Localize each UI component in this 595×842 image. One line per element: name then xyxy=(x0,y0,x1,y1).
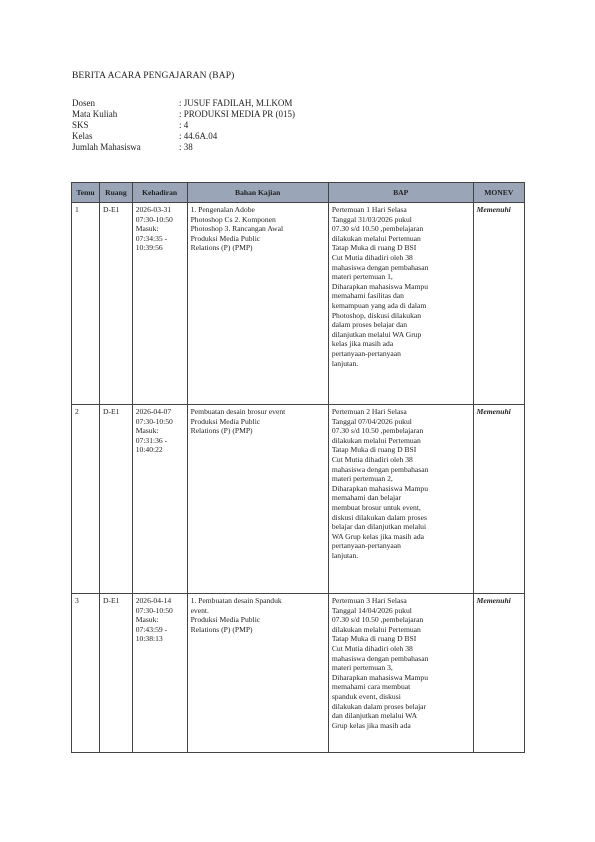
cell-bap: Pertemuan 2 Hari Selasa Tanggal 07/04/2026 pukul 07.30 s/d 10.50 ,pembelajaran dilakukan melalui Pertemuan Tatap Muka di ruang D BSI Cut Mutia dihadiri oleh 38 mahasiswa dengan pembahasan materi pertemuan 2, Diharapkan mahasiswa Mampu memahami dan belajar membuat brosur untuk event, diskusi dilakukan dalam proses belajar dan dilanjutkan melalui WA Grup kelas jika masih ada pertanyaan-pertanyaan lanjutan. xyxy=(328,405,473,594)
info-value: : 4 xyxy=(179,120,189,130)
cell-bap: Pertemuan 3 Hari Selasa Tanggal 14/04/2026 pukul 07.30 s/d 10.50 ,pembelajaran dilakukan melalui Pertemuan Tatap Muka di ruang D BSI Cut Mutia dihadiri oleh 38 mahasiswa dengan pembahasan materi pertemuan 3, Diharapkan mahasiswa Mampu memahami cara membuat spanduk event, diskusi dilakukan dalam proses belajar dan dilanjutkan melalui WA Grup kelas jika masih ada xyxy=(328,594,473,753)
cell-bahan-kajian: 1. Pembuatan desain Spanduk event. Produksi Media Public Relations (P) (PMP) xyxy=(187,594,328,753)
cell-kehadiran: 2026-04-14 07:30-10:50 Masuk: 07:43:59 - 10:38:13 xyxy=(132,594,187,753)
info-value: : 44.6A.04 xyxy=(179,131,218,141)
cell-bahan-kajian: Pembuatan desain brosur event Produksi Media Public Relations (P) (PMP) xyxy=(187,405,328,594)
info-label: Dosen xyxy=(72,98,95,108)
cell-monev: Memenuhi xyxy=(473,405,524,594)
bap-table xyxy=(71,182,525,753)
info-label: Jumlah Mahasiswa xyxy=(72,142,141,152)
info-row-jumlah-mahasiswa xyxy=(72,142,295,153)
table-row xyxy=(72,203,525,405)
cell-temu: 2 xyxy=(72,405,100,594)
cell-kehadiran: 2026-04-07 07:30-10:50 Masuk: 07:31:36 - 10:40:22 xyxy=(132,405,187,594)
table-header-row xyxy=(72,183,525,203)
cell-bahan-kajian: 1. Pengenalan Adobe Photoshop Cs 2. Komponen Photoshop 3. Rancangan Awal Produksi Media Public Relations (P) (PMP) xyxy=(187,203,328,405)
table-row xyxy=(72,594,525,753)
header-bap: BAP xyxy=(328,183,473,203)
info-value: : 38 xyxy=(179,142,193,152)
cell-ruang: D-E1 xyxy=(100,594,133,753)
info-value: : JUSUF FADILAH, M.I.KOM xyxy=(179,98,293,108)
table-row xyxy=(72,405,525,594)
cell-ruang: D-E1 xyxy=(100,405,133,594)
header-bahan-kajian: Bahan Kajian xyxy=(187,183,328,203)
cell-bap: Pertemuan 1 Hari Selasa Tanggal 31/03/2026 pukul 07.30 s/d 10.50 ,pembelajaran dilakukan melalui Pertemuan Tatap Muka di ruang D BSI Cut Mutia dihadiri oleh 38 mahasiswa dengan pembahasan materi pertemuan 1, Diharapkan mahasiswa Mampu memahami fasilitas dan kemampuan yang ada di dalam Photoshop, diskusi dilakukan dalam proses belajar dan dilanjutkan melalui WA Grup kelas jika masih ada pertanyaan-pertanyaan lanjutan. xyxy=(328,203,473,405)
info-row-dosen xyxy=(72,98,295,109)
info-label: Mata Kuliah xyxy=(72,109,118,119)
header-ruang: Ruang xyxy=(100,183,133,203)
info-row-kelas xyxy=(72,131,295,142)
cell-monev: Memenuhi xyxy=(473,203,524,405)
info-row-sks xyxy=(72,120,295,131)
cell-ruang: D-E1 xyxy=(100,203,133,405)
header-temu: Temu xyxy=(72,183,100,203)
document-title: BERITA ACARA PENGAJARAN (BAP) xyxy=(72,71,235,81)
cell-kehadiran: 2026-03-31 07:30-10:50 Masuk: 07:34:35 - 10:39:56 xyxy=(132,203,187,405)
cell-temu: 3 xyxy=(72,594,100,753)
header-monev: MONEV xyxy=(473,183,524,203)
info-label: SKS xyxy=(72,120,89,130)
cell-monev: Memenuhi xyxy=(473,594,524,753)
course-info xyxy=(72,98,295,153)
info-value: : PRODUKSI MEDIA PR (015) xyxy=(179,109,296,119)
header-kehadiran: Kehadiran xyxy=(132,183,187,203)
info-row-mata-kuliah xyxy=(72,109,295,120)
cell-temu: 1 xyxy=(72,203,100,405)
info-label: Kelas xyxy=(72,131,93,141)
